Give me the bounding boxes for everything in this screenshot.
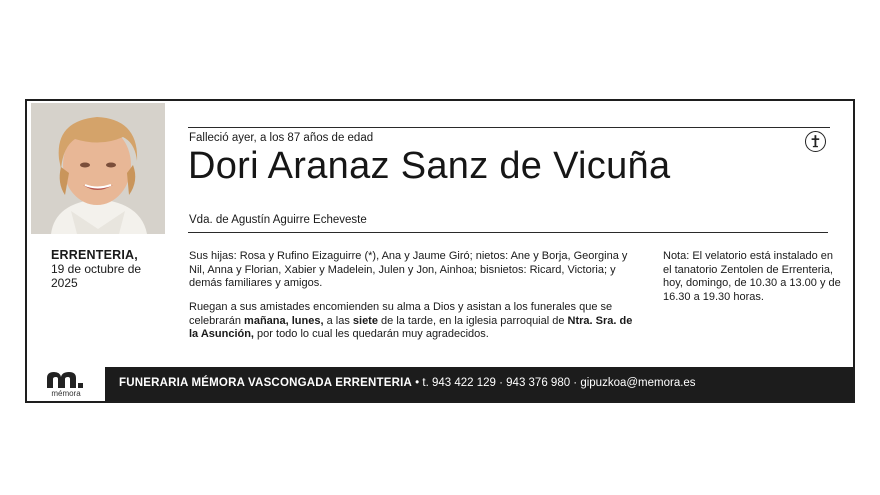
wake-note: Nota: El velatorio está instalado en el tanatorio Zentolen de Errenteria, hoy, domingo, de 10.30 a 13.00 y de 16.30 a 19.30 horas.	[663, 250, 841, 303]
obituary-card	[25, 99, 855, 403]
funeral-part-2: a las	[323, 314, 353, 327]
funeral-home-name: FUNERARIA MÉMORA VASCONGADA ERRENTERIA	[119, 377, 412, 389]
funeral-hour: siete	[352, 314, 378, 327]
cross-in-circle-icon	[805, 131, 826, 152]
footer-contacts[interactable]: • t. 943 422 129 · 943 376 980 · gipuzkoa@memora.es	[411, 377, 696, 389]
family-text: Sus hijas: Rosa y Rufino Eizaguirre (*), Ana y Jaume Giró; nietos: Ane y Borja, Georgina y Nil, Anna y Florian, Xabier y Madelein, Julen y Jon, Ainhoa; bisnietos: Ricard, Victoria; y demás familiares y amigos.	[189, 250, 628, 289]
funeral-church: Ntra. Sra. de la Asunción,	[189, 314, 633, 340]
footer-bar	[27, 367, 853, 401]
funeral-part-1: Ruegan a sus amistades encomienden su alma a Dios y asistan a los funerales que se celebrarán	[189, 301, 613, 327]
logo-text: mémora	[51, 389, 81, 398]
memora-logo	[27, 367, 105, 401]
funeral-day: mañana, lunes,	[244, 314, 324, 327]
widow-line: Vda. de Agustín Aguirre Echeveste	[189, 214, 367, 226]
funeral-text	[189, 301, 641, 342]
portrait-photo	[31, 103, 165, 234]
death-age-line: Falleció ayer, a los 87 años de edad	[189, 132, 374, 144]
top-divider	[188, 127, 830, 128]
funeral-part-3: de la tarde, en la iglesia parroquial de	[377, 314, 568, 327]
footer-contact-line	[119, 377, 696, 389]
date: 19 de octubre de 2025	[51, 262, 142, 290]
deceased-name: Dori Aranaz Sanz de Vicuña	[188, 145, 671, 187]
location: ERRENTERIA,	[51, 248, 138, 262]
portrait-image	[31, 103, 165, 234]
funeral-part-4: por todo lo cual les quedarán muy agradecidos.	[254, 328, 489, 340]
memora-m-icon	[45, 371, 85, 388]
middle-divider	[188, 232, 828, 233]
